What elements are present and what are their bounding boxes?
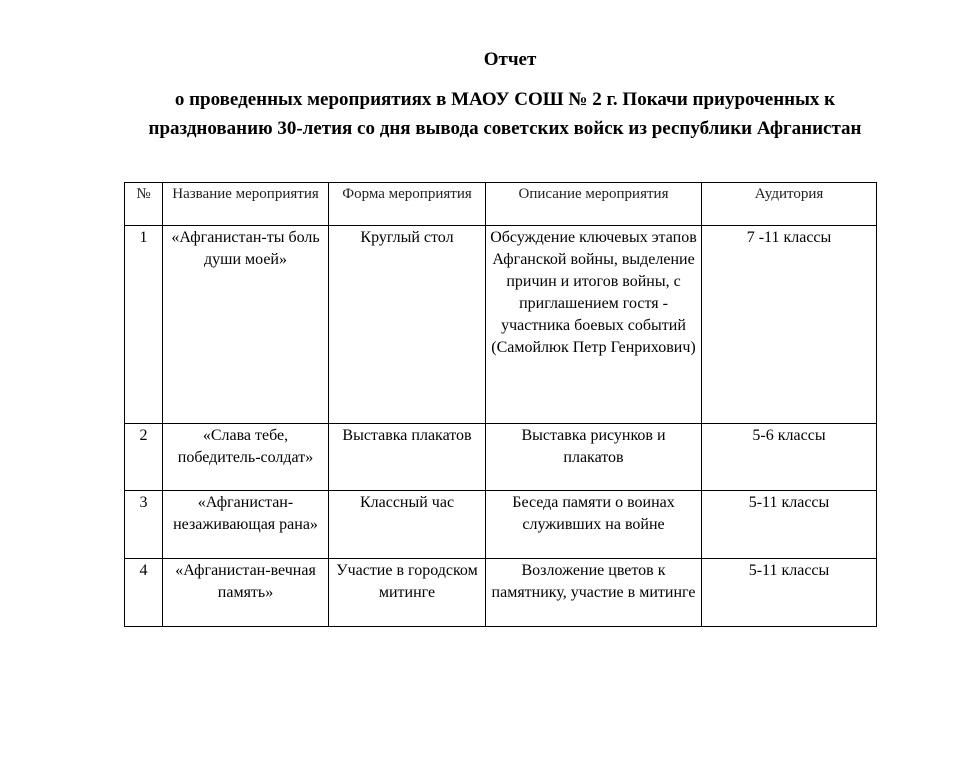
report-title: Отчет xyxy=(483,49,537,70)
event-form: Классный час xyxy=(329,491,486,559)
event-audience: 5-6 классы xyxy=(702,424,877,491)
header-number: № xyxy=(125,183,163,226)
row-number: 4 xyxy=(125,559,163,627)
event-form: Участие в городском митинге xyxy=(329,559,486,627)
event-form: Выставка плакатов xyxy=(329,424,486,491)
row-number: 1 xyxy=(125,226,163,424)
event-name: «Слава тебе, победитель-солдат» xyxy=(163,424,329,491)
table-row xyxy=(125,226,877,424)
event-audience: 7 -11 классы xyxy=(702,226,877,424)
event-name: «Афганистан-ты боль души моей» xyxy=(163,226,329,424)
table-row xyxy=(125,491,877,559)
header-form: Форма мероприятия xyxy=(329,183,486,226)
event-name: «Афганистан-вечная память» xyxy=(163,559,329,627)
event-description: Выставка рисунков и плакатов xyxy=(486,424,702,491)
event-form: Круглый стол xyxy=(329,226,486,424)
header-name: Название мероприятия xyxy=(163,183,329,226)
table-header-row xyxy=(125,183,877,226)
table-row xyxy=(125,559,877,627)
event-audience: 5-11 классы xyxy=(702,559,877,627)
events-table xyxy=(124,182,877,627)
report-subtitle: о проведенных мероприятиях в МАОУ СОШ № 2 г. Покачи приуроченных к празднованию 30-летия со дня вывода советских войск из республики Афганистан xyxy=(148,89,862,139)
row-number: 3 xyxy=(125,491,163,559)
row-number: 2 xyxy=(125,424,163,491)
event-name: «Афганистан-незаживающая рана» xyxy=(163,491,329,559)
event-audience: 5-11 классы xyxy=(702,491,877,559)
event-description: Обсуждение ключевых этапов Афганской войны, выделение причин и итогов войны, с приглашением гостя - участника боевых событий (Самойлюк Петр Генрихович) xyxy=(486,226,702,424)
event-description: Беседа памяти о воинах служивших на войне xyxy=(486,491,702,559)
header-description: Описание мероприятия xyxy=(486,183,702,226)
header-audience: Аудитория xyxy=(702,183,877,226)
table-row xyxy=(125,424,877,491)
event-description: Возложение цветов к памятнику, участие в митинге xyxy=(486,559,702,627)
